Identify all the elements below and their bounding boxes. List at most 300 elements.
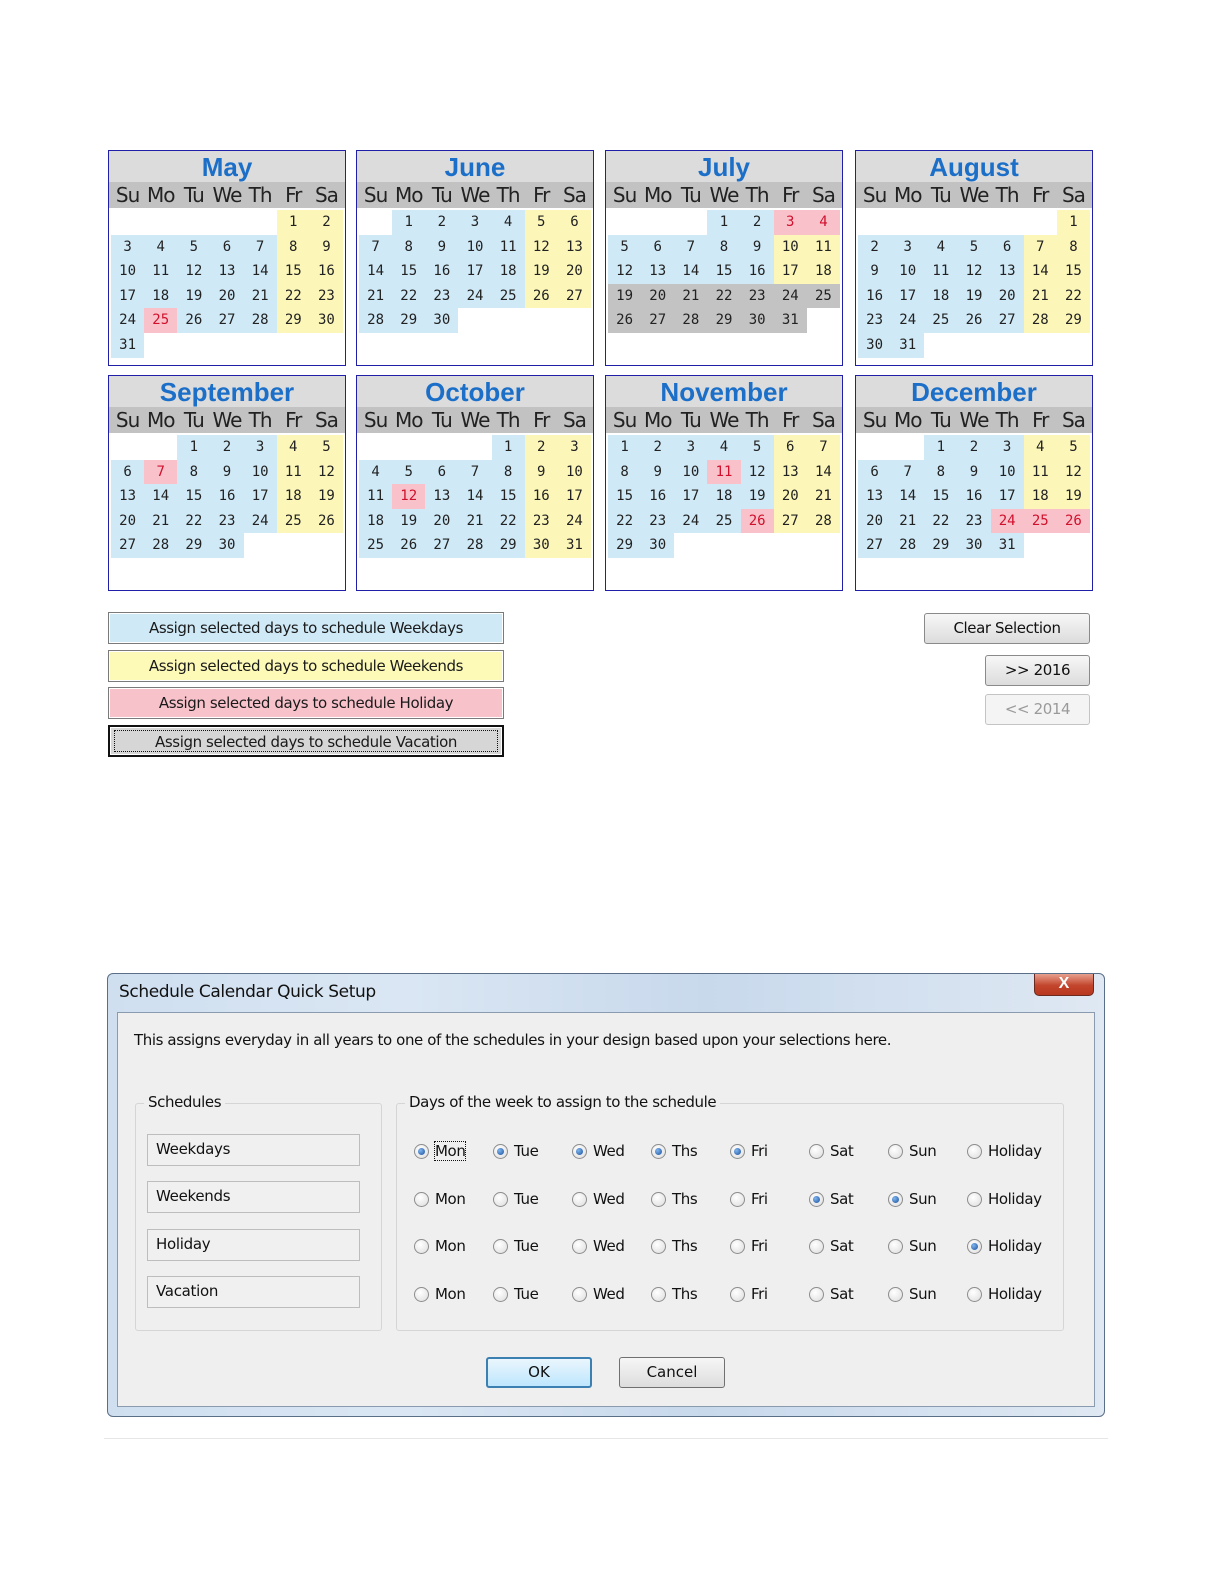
day-radio[interactable]: [572, 1237, 625, 1255]
day-cell[interactable]: 10: [244, 460, 277, 485]
day-cell[interactable]: 28: [807, 509, 840, 534]
radio-button-icon[interactable]: [730, 1239, 745, 1254]
day-cell[interactable]: 6: [774, 435, 807, 460]
day-radio[interactable]: [730, 1142, 768, 1160]
day-radio[interactable]: [809, 1190, 853, 1208]
day-cell[interactable]: 26: [310, 509, 343, 534]
day-cell[interactable]: 13: [425, 484, 458, 509]
day-cell[interactable]: 9: [741, 235, 774, 260]
day-radio[interactable]: [967, 1142, 1042, 1160]
day-cell[interactable]: 25: [707, 509, 740, 534]
day-cell[interactable]: 24: [458, 284, 491, 309]
radio-button-icon[interactable]: [888, 1144, 903, 1159]
day-cell[interactable]: 15: [177, 484, 210, 509]
day-cell[interactable]: 24: [774, 284, 807, 309]
day-cell[interactable]: 14: [807, 460, 840, 485]
close-button[interactable]: [1034, 974, 1094, 996]
schedule-name-field[interactable]: Weekends: [147, 1181, 360, 1213]
day-cell[interactable]: 22: [707, 284, 740, 309]
day-radio[interactable]: [414, 1237, 465, 1255]
day-cell[interactable]: 25: [924, 308, 957, 333]
day-radio[interactable]: [414, 1142, 465, 1160]
radio-button-icon[interactable]: [730, 1287, 745, 1302]
day-cell[interactable]: 16: [210, 484, 243, 509]
day-cell[interactable]: 1: [492, 435, 525, 460]
day-radio[interactable]: [414, 1190, 465, 1208]
day-radio[interactable]: [888, 1142, 936, 1160]
day-cell[interactable]: 15: [707, 259, 740, 284]
day-radio[interactable]: [809, 1285, 853, 1303]
day-cell[interactable]: 20: [991, 284, 1024, 309]
day-radio[interactable]: [967, 1190, 1042, 1208]
day-cell[interactable]: 4: [277, 435, 310, 460]
day-radio[interactable]: [651, 1285, 697, 1303]
radio-button-icon[interactable]: [888, 1192, 903, 1207]
day-cell[interactable]: 9: [310, 235, 343, 260]
day-radio[interactable]: [888, 1285, 936, 1303]
day-cell[interactable]: 31: [774, 308, 807, 333]
day-cell[interactable]: 17: [774, 259, 807, 284]
day-cell[interactable]: 3: [991, 435, 1024, 460]
day-cell[interactable]: 23: [425, 284, 458, 309]
day-cell[interactable]: 2: [310, 210, 343, 235]
day-cell[interactable]: 27: [991, 308, 1024, 333]
day-cell[interactable]: 3: [891, 235, 924, 260]
day-cell[interactable]: 9: [210, 460, 243, 485]
cancel-button[interactable]: Cancel: [619, 1357, 725, 1388]
day-cell[interactable]: 23: [957, 509, 990, 534]
day-cell[interactable]: 20: [774, 484, 807, 509]
day-radio[interactable]: [888, 1237, 936, 1255]
day-cell[interactable]: 19: [957, 284, 990, 309]
day-cell[interactable]: 15: [1057, 259, 1090, 284]
day-radio[interactable]: [493, 1190, 538, 1208]
day-cell[interactable]: 6: [210, 235, 243, 260]
next-year-button[interactable]: >> 2016: [985, 655, 1090, 686]
radio-button-icon[interactable]: [414, 1192, 429, 1207]
day-cell[interactable]: 20: [111, 509, 144, 534]
day-cell[interactable]: 22: [492, 509, 525, 534]
assign-weekends-button[interactable]: Assign selected days to schedule Weekends: [108, 650, 504, 682]
day-cell[interactable]: 18: [144, 284, 177, 309]
day-radio[interactable]: [888, 1190, 936, 1208]
day-cell[interactable]: 8: [277, 235, 310, 260]
day-cell[interactable]: 27: [858, 533, 891, 558]
day-cell[interactable]: 2: [425, 210, 458, 235]
day-cell[interactable]: 17: [244, 484, 277, 509]
day-cell[interactable]: 23: [858, 308, 891, 333]
radio-button-icon[interactable]: [809, 1239, 824, 1254]
day-cell[interactable]: 27: [425, 533, 458, 558]
day-cell[interactable]: 30: [858, 333, 891, 358]
day-cell[interactable]: 31: [111, 333, 144, 358]
day-cell[interactable]: 26: [1057, 509, 1090, 534]
day-cell[interactable]: 1: [924, 435, 957, 460]
day-cell[interactable]: 9: [641, 460, 674, 485]
day-cell[interactable]: 2: [525, 435, 558, 460]
day-cell[interactable]: 1: [177, 435, 210, 460]
day-cell[interactable]: 5: [957, 235, 990, 260]
day-cell[interactable]: 27: [210, 308, 243, 333]
day-cell[interactable]: 17: [558, 484, 591, 509]
day-cell[interactable]: 29: [177, 533, 210, 558]
day-cell[interactable]: 27: [111, 533, 144, 558]
day-cell[interactable]: 9: [957, 460, 990, 485]
radio-button-icon[interactable]: [809, 1287, 824, 1302]
day-cell[interactable]: 28: [244, 308, 277, 333]
radio-button-icon[interactable]: [651, 1144, 666, 1159]
day-cell[interactable]: 6: [425, 460, 458, 485]
day-cell[interactable]: 28: [1024, 308, 1057, 333]
day-cell[interactable]: 16: [310, 259, 343, 284]
day-cell[interactable]: 18: [1024, 484, 1057, 509]
day-cell[interactable]: 6: [111, 460, 144, 485]
day-cell[interactable]: 21: [244, 284, 277, 309]
day-cell[interactable]: 19: [525, 259, 558, 284]
day-radio[interactable]: [493, 1285, 538, 1303]
day-cell[interactable]: 31: [991, 533, 1024, 558]
radio-button-icon[interactable]: [493, 1144, 508, 1159]
day-cell[interactable]: 2: [210, 435, 243, 460]
day-cell[interactable]: 21: [807, 484, 840, 509]
day-cell[interactable]: 2: [957, 435, 990, 460]
day-cell[interactable]: 25: [807, 284, 840, 309]
day-cell[interactable]: 22: [392, 284, 425, 309]
radio-button-icon[interactable]: [967, 1239, 982, 1254]
day-cell[interactable]: 13: [991, 259, 1024, 284]
day-cell[interactable]: 30: [310, 308, 343, 333]
radio-button-icon[interactable]: [809, 1144, 824, 1159]
day-cell[interactable]: 12: [525, 235, 558, 260]
day-cell[interactable]: 11: [924, 259, 957, 284]
day-cell[interactable]: 18: [492, 259, 525, 284]
radio-button-icon[interactable]: [651, 1239, 666, 1254]
day-cell[interactable]: 13: [558, 235, 591, 260]
day-radio[interactable]: [730, 1190, 768, 1208]
day-cell[interactable]: 23: [641, 509, 674, 534]
day-radio[interactable]: [730, 1237, 768, 1255]
day-cell[interactable]: 3: [244, 435, 277, 460]
assign-weekdays-button[interactable]: Assign selected days to schedule Weekdays: [108, 612, 504, 644]
radio-button-icon[interactable]: [967, 1192, 982, 1207]
day-cell[interactable]: 24: [891, 308, 924, 333]
day-cell[interactable]: 13: [774, 460, 807, 485]
day-cell[interactable]: 18: [807, 259, 840, 284]
day-cell[interactable]: 15: [392, 259, 425, 284]
day-cell[interactable]: 8: [608, 460, 641, 485]
day-cell[interactable]: 29: [492, 533, 525, 558]
day-radio[interactable]: [572, 1142, 625, 1160]
day-cell[interactable]: 3: [674, 435, 707, 460]
day-cell[interactable]: 7: [458, 460, 491, 485]
day-cell[interactable]: 29: [924, 533, 957, 558]
radio-button-icon[interactable]: [414, 1239, 429, 1254]
day-cell[interactable]: 26: [392, 533, 425, 558]
day-cell[interactable]: 19: [608, 284, 641, 309]
day-cell[interactable]: 14: [458, 484, 491, 509]
day-cell[interactable]: 14: [244, 259, 277, 284]
radio-button-icon[interactable]: [651, 1287, 666, 1302]
day-cell[interactable]: 10: [674, 460, 707, 485]
day-cell[interactable]: 31: [558, 533, 591, 558]
day-cell[interactable]: 11: [359, 484, 392, 509]
day-cell[interactable]: 14: [891, 484, 924, 509]
day-cell[interactable]: 24: [558, 509, 591, 534]
day-cell[interactable]: 10: [558, 460, 591, 485]
day-cell[interactable]: 19: [392, 509, 425, 534]
day-cell[interactable]: 24: [674, 509, 707, 534]
day-cell[interactable]: 17: [458, 259, 491, 284]
day-cell[interactable]: 29: [392, 308, 425, 333]
day-cell[interactable]: 7: [891, 460, 924, 485]
day-cell[interactable]: 9: [858, 259, 891, 284]
day-cell[interactable]: 12: [608, 259, 641, 284]
day-cell[interactable]: 23: [310, 284, 343, 309]
radio-button-icon[interactable]: [493, 1239, 508, 1254]
radio-button-icon[interactable]: [730, 1192, 745, 1207]
day-cell[interactable]: 30: [425, 308, 458, 333]
radio-button-icon[interactable]: [651, 1192, 666, 1207]
day-radio[interactable]: [651, 1237, 697, 1255]
day-cell[interactable]: 16: [525, 484, 558, 509]
day-cell[interactable]: 28: [674, 308, 707, 333]
day-cell[interactable]: 4: [144, 235, 177, 260]
day-cell[interactable]: 31: [891, 333, 924, 358]
day-cell[interactable]: 22: [177, 509, 210, 534]
day-cell[interactable]: 1: [392, 210, 425, 235]
day-cell[interactable]: 7: [144, 460, 177, 485]
day-cell[interactable]: 8: [177, 460, 210, 485]
radio-button-icon[interactable]: [730, 1144, 745, 1159]
day-cell[interactable]: 30: [525, 533, 558, 558]
radio-button-icon[interactable]: [967, 1287, 982, 1302]
day-cell[interactable]: 27: [774, 509, 807, 534]
day-cell[interactable]: 5: [392, 460, 425, 485]
day-cell[interactable]: 14: [1024, 259, 1057, 284]
day-cell[interactable]: 20: [558, 259, 591, 284]
day-cell[interactable]: 7: [807, 435, 840, 460]
day-cell[interactable]: 1: [707, 210, 740, 235]
day-radio[interactable]: [651, 1142, 697, 1160]
day-cell[interactable]: 25: [359, 533, 392, 558]
day-cell[interactable]: 25: [1024, 509, 1057, 534]
day-cell[interactable]: 15: [924, 484, 957, 509]
radio-button-icon[interactable]: [572, 1287, 587, 1302]
day-cell[interactable]: 19: [310, 484, 343, 509]
day-cell[interactable]: 2: [641, 435, 674, 460]
day-cell[interactable]: 27: [558, 284, 591, 309]
day-radio[interactable]: [730, 1285, 768, 1303]
day-cell[interactable]: 15: [608, 484, 641, 509]
day-cell[interactable]: 10: [891, 259, 924, 284]
day-cell[interactable]: 28: [891, 533, 924, 558]
day-cell[interactable]: 22: [608, 509, 641, 534]
day-cell[interactable]: 24: [991, 509, 1024, 534]
day-cell[interactable]: 8: [492, 460, 525, 485]
day-cell[interactable]: 3: [458, 210, 491, 235]
day-cell[interactable]: 10: [458, 235, 491, 260]
day-cell[interactable]: 12: [741, 460, 774, 485]
day-cell[interactable]: 9: [425, 235, 458, 260]
day-cell[interactable]: 11: [1024, 460, 1057, 485]
day-cell[interactable]: 17: [991, 484, 1024, 509]
day-cell[interactable]: 29: [1057, 308, 1090, 333]
day-cell[interactable]: 5: [525, 210, 558, 235]
radio-button-icon[interactable]: [888, 1239, 903, 1254]
day-cell[interactable]: 5: [1057, 435, 1090, 460]
day-cell[interactable]: 6: [558, 210, 591, 235]
day-cell[interactable]: 2: [741, 210, 774, 235]
day-cell[interactable]: 4: [492, 210, 525, 235]
radio-button-icon[interactable]: [414, 1287, 429, 1302]
assign-vacation-button[interactable]: [108, 725, 504, 757]
assign-holiday-button[interactable]: Assign selected days to schedule Holiday: [108, 687, 504, 719]
radio-button-icon[interactable]: [967, 1144, 982, 1159]
day-cell[interactable]: 25: [492, 284, 525, 309]
day-cell[interactable]: 21: [891, 509, 924, 534]
radio-button-icon[interactable]: [493, 1287, 508, 1302]
day-cell[interactable]: 7: [244, 235, 277, 260]
day-cell[interactable]: 23: [525, 509, 558, 534]
day-cell[interactable]: 10: [991, 460, 1024, 485]
day-cell[interactable]: 17: [891, 284, 924, 309]
day-cell[interactable]: 13: [210, 259, 243, 284]
day-cell[interactable]: 8: [392, 235, 425, 260]
day-radio[interactable]: [493, 1237, 538, 1255]
day-cell[interactable]: 4: [924, 235, 957, 260]
day-cell[interactable]: 5: [741, 435, 774, 460]
day-cell[interactable]: 12: [310, 460, 343, 485]
day-cell[interactable]: 16: [741, 259, 774, 284]
day-cell[interactable]: 11: [707, 460, 740, 485]
day-cell[interactable]: 30: [741, 308, 774, 333]
day-radio[interactable]: [967, 1237, 1042, 1255]
schedule-name-field[interactable]: Holiday: [147, 1229, 360, 1261]
day-cell[interactable]: 13: [111, 484, 144, 509]
day-cell[interactable]: 29: [608, 533, 641, 558]
ok-button[interactable]: OK: [486, 1357, 592, 1388]
day-cell[interactable]: 16: [957, 484, 990, 509]
day-cell[interactable]: 25: [144, 308, 177, 333]
radio-button-icon[interactable]: [493, 1192, 508, 1207]
day-cell[interactable]: 8: [1057, 235, 1090, 260]
day-cell[interactable]: 11: [492, 235, 525, 260]
day-cell[interactable]: 14: [359, 259, 392, 284]
day-cell[interactable]: 28: [144, 533, 177, 558]
day-cell[interactable]: 27: [641, 308, 674, 333]
day-cell[interactable]: 30: [210, 533, 243, 558]
day-cell[interactable]: 22: [1057, 284, 1090, 309]
day-cell[interactable]: 17: [111, 284, 144, 309]
day-cell[interactable]: 14: [674, 259, 707, 284]
day-cell[interactable]: 14: [144, 484, 177, 509]
day-cell[interactable]: 12: [392, 484, 425, 509]
day-cell[interactable]: 5: [310, 435, 343, 460]
radio-button-icon[interactable]: [572, 1239, 587, 1254]
day-cell[interactable]: 18: [359, 509, 392, 534]
day-cell[interactable]: 19: [741, 484, 774, 509]
clear-selection-button[interactable]: Clear Selection: [924, 613, 1090, 644]
day-cell[interactable]: 17: [674, 484, 707, 509]
day-cell[interactable]: 19: [177, 284, 210, 309]
day-cell[interactable]: 12: [1057, 460, 1090, 485]
day-cell[interactable]: 8: [707, 235, 740, 260]
day-cell[interactable]: 30: [641, 533, 674, 558]
day-cell[interactable]: 4: [707, 435, 740, 460]
day-cell[interactable]: 6: [991, 235, 1024, 260]
day-cell[interactable]: 25: [277, 509, 310, 534]
day-cell[interactable]: 23: [741, 284, 774, 309]
day-cell[interactable]: 4: [807, 210, 840, 235]
day-cell[interactable]: 19: [1057, 484, 1090, 509]
day-radio[interactable]: [572, 1190, 625, 1208]
day-radio[interactable]: [809, 1142, 853, 1160]
day-cell[interactable]: 20: [425, 509, 458, 534]
day-cell[interactable]: 20: [641, 284, 674, 309]
day-cell[interactable]: 28: [458, 533, 491, 558]
day-cell[interactable]: 26: [177, 308, 210, 333]
day-cell[interactable]: 10: [111, 259, 144, 284]
day-cell[interactable]: 1: [608, 435, 641, 460]
day-cell[interactable]: 16: [858, 284, 891, 309]
day-cell[interactable]: 20: [210, 284, 243, 309]
day-cell[interactable]: 13: [858, 484, 891, 509]
day-cell[interactable]: 11: [277, 460, 310, 485]
day-cell[interactable]: 18: [707, 484, 740, 509]
day-cell[interactable]: 26: [608, 308, 641, 333]
day-radio[interactable]: [572, 1285, 625, 1303]
day-cell[interactable]: 10: [774, 235, 807, 260]
day-cell[interactable]: 26: [741, 509, 774, 534]
day-cell[interactable]: 15: [492, 484, 525, 509]
previous-year-button[interactable]: << 2014: [985, 694, 1090, 725]
day-cell[interactable]: 22: [277, 284, 310, 309]
schedule-name-field[interactable]: Weekdays: [147, 1134, 360, 1166]
day-cell[interactable]: 22: [924, 509, 957, 534]
radio-button-icon[interactable]: [572, 1192, 587, 1207]
day-cell[interactable]: 7: [674, 235, 707, 260]
day-cell[interactable]: 21: [458, 509, 491, 534]
day-cell[interactable]: 18: [277, 484, 310, 509]
day-cell[interactable]: 15: [277, 259, 310, 284]
day-cell[interactable]: 8: [924, 460, 957, 485]
day-cell[interactable]: 1: [277, 210, 310, 235]
day-radio[interactable]: [651, 1190, 697, 1208]
day-cell[interactable]: 21: [1024, 284, 1057, 309]
day-cell[interactable]: 3: [558, 435, 591, 460]
schedule-name-field[interactable]: Vacation: [147, 1276, 360, 1308]
day-cell[interactable]: 5: [177, 235, 210, 260]
day-cell[interactable]: 26: [957, 308, 990, 333]
day-cell[interactable]: 3: [111, 235, 144, 260]
day-cell[interactable]: 3: [774, 210, 807, 235]
day-cell[interactable]: 11: [144, 259, 177, 284]
day-cell[interactable]: 26: [525, 284, 558, 309]
day-cell[interactable]: 24: [111, 308, 144, 333]
day-cell[interactable]: 21: [144, 509, 177, 534]
day-radio[interactable]: [493, 1142, 538, 1160]
day-cell[interactable]: 11: [807, 235, 840, 260]
day-cell[interactable]: 21: [674, 284, 707, 309]
day-cell[interactable]: 4: [1024, 435, 1057, 460]
day-cell[interactable]: 18: [924, 284, 957, 309]
day-cell[interactable]: 16: [641, 484, 674, 509]
day-cell[interactable]: 30: [957, 533, 990, 558]
day-cell[interactable]: 1: [1057, 210, 1090, 235]
day-cell[interactable]: 23: [210, 509, 243, 534]
radio-button-icon[interactable]: [572, 1144, 587, 1159]
day-cell[interactable]: 2: [858, 235, 891, 260]
